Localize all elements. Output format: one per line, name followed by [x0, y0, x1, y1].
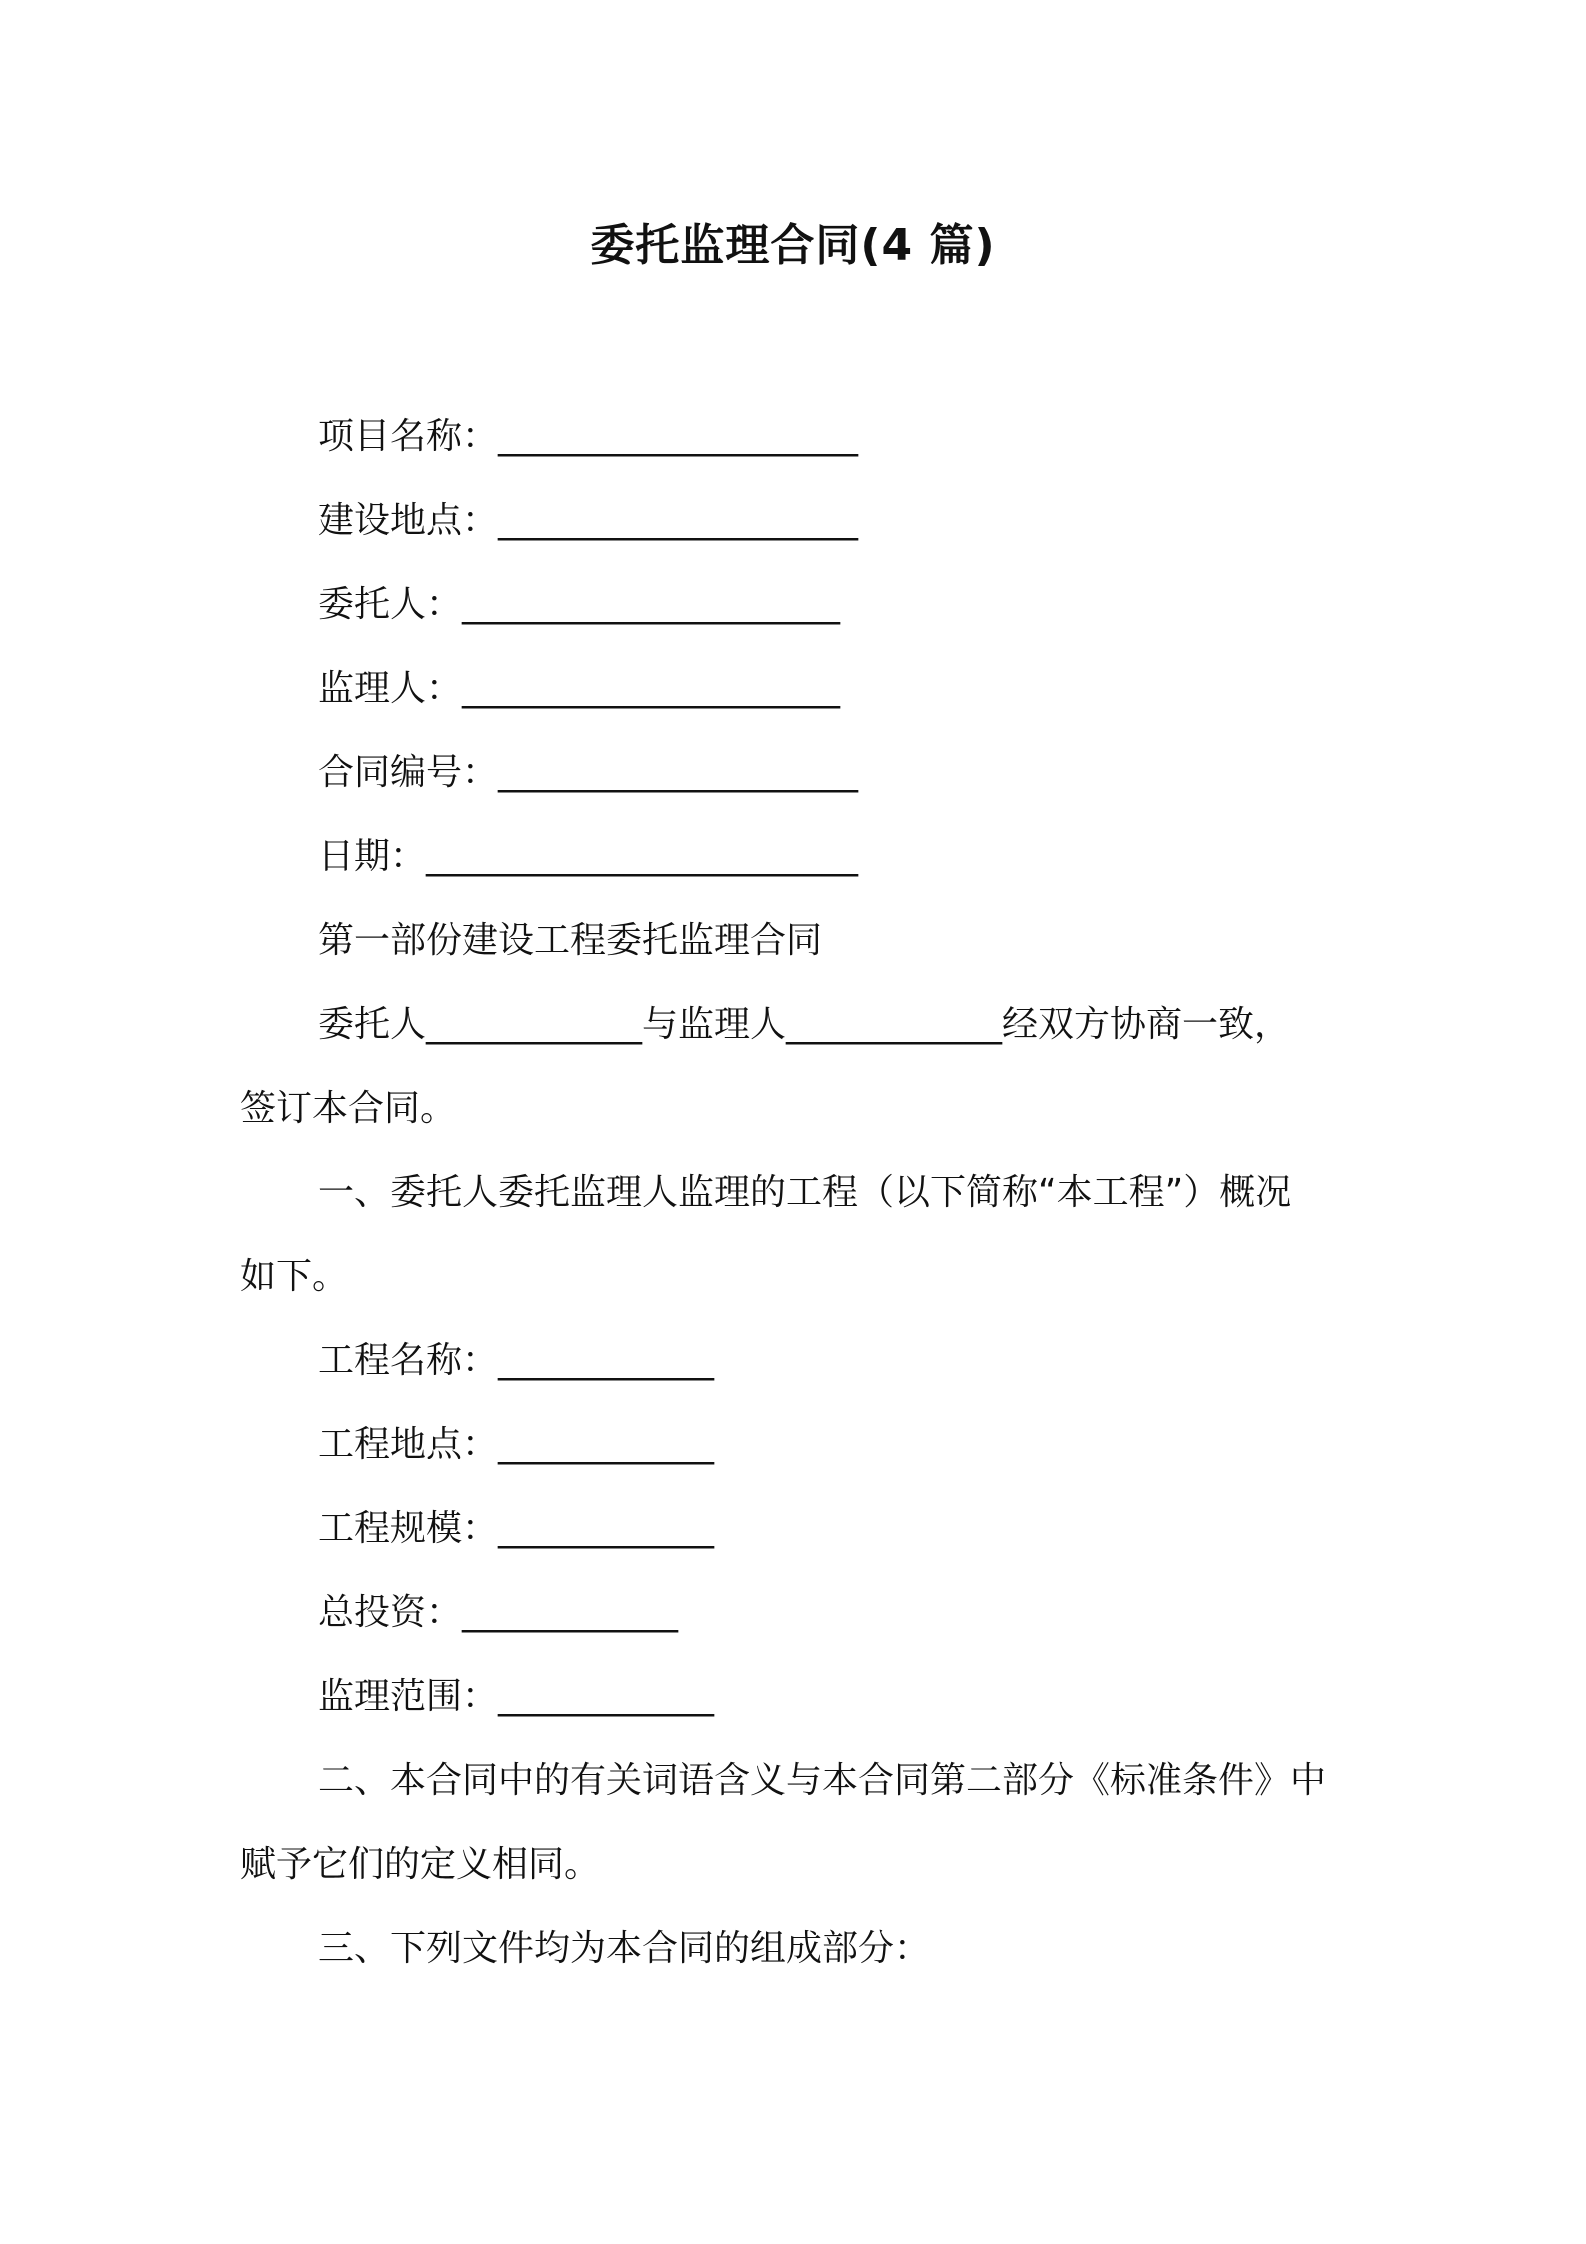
- field-project-scale: 工程规模：____________: [318, 1508, 715, 1549]
- field-construction-site: 建设地点：____________________: [318, 500, 859, 541]
- field-date: 日期：________________________: [318, 836, 859, 877]
- field-supervision-scope: 监理范围：____________: [318, 1676, 715, 1717]
- section-heading-part-one: 第一部份建设工程委托监理合同: [318, 920, 823, 961]
- field-project-location: 工程地点：____________: [318, 1424, 715, 1465]
- field-supervisor: 监理人：_____________________: [318, 668, 841, 709]
- clause-one-continued: 如下。: [240, 1256, 349, 1297]
- field-contract-number: 合同编号：____________________: [318, 752, 859, 793]
- field-project-title: 工程名称：____________: [318, 1340, 715, 1381]
- paragraph-parties: 委托人____________与监理人____________经双方协商一致，: [318, 1004, 1291, 1045]
- paragraph-parties-continued: 签订本合同。: [240, 1088, 457, 1129]
- field-total-investment: 总投资：____________: [318, 1592, 679, 1633]
- clause-two-continued: 赋予它们的定义相同。: [240, 1844, 601, 1885]
- field-project-name: 项目名称：____________________: [318, 416, 859, 457]
- clause-one: 一、委托人委托监理人监理的工程（以下简称“本工程”）概况: [318, 1172, 1292, 1213]
- field-client: 委托人：_____________________: [318, 584, 841, 625]
- clause-two: 二、本合同中的有关词语含义与本合同第二部分《标准条件》中: [318, 1760, 1327, 1801]
- clause-three: 三、下列文件均为本合同的组成部分：: [318, 1928, 931, 1969]
- document-title: 委托监理合同(4 篇): [590, 220, 996, 271]
